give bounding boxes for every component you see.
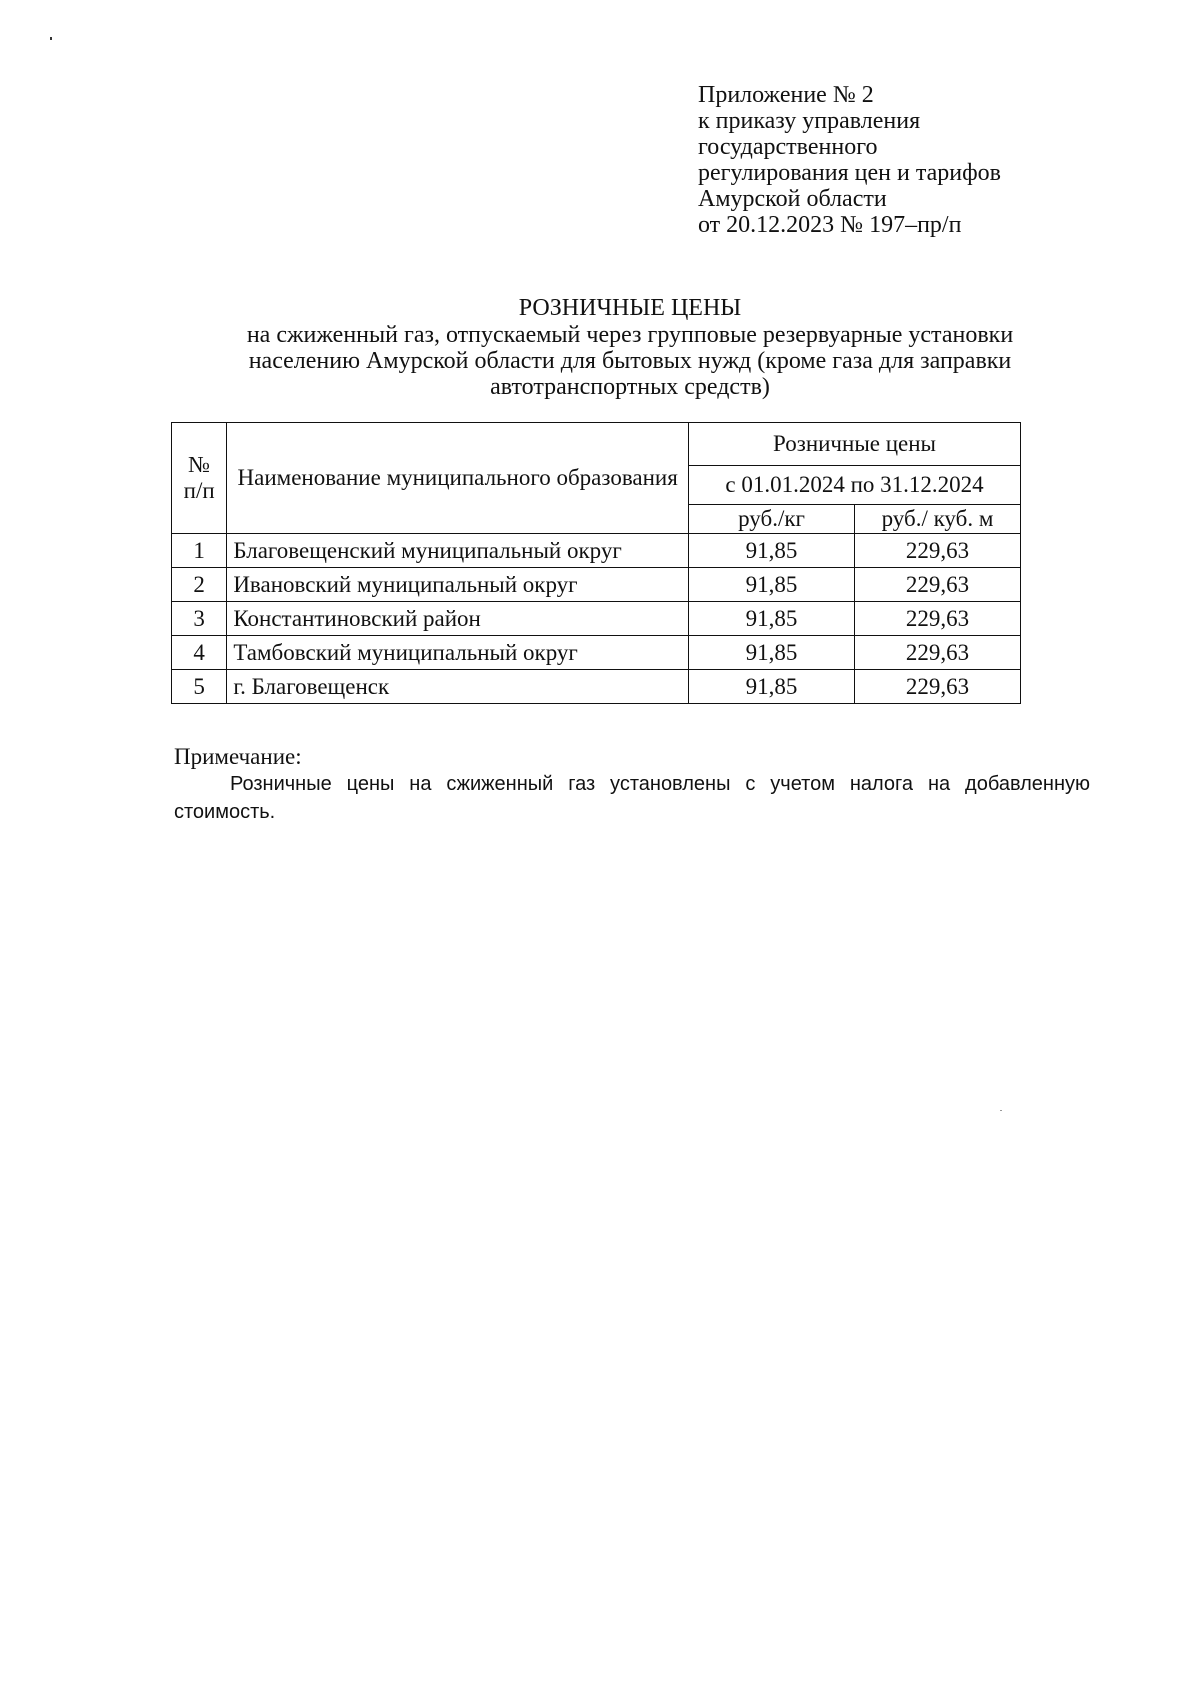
header-num: № п/п	[172, 423, 227, 534]
row-price-m3: 229,63	[855, 602, 1021, 636]
row-price-kg: 91,85	[689, 636, 855, 670]
appendix-line: Амурской области	[698, 186, 887, 212]
row-num: 1	[172, 534, 227, 568]
appendix-line: государственного	[698, 134, 878, 160]
appendix-line: Приложение № 2	[698, 82, 874, 108]
table-row	[172, 636, 1021, 670]
header-period: с 01.01.2024 по 31.12.2024	[689, 466, 1021, 505]
header-unit-m3: руб./ куб. м	[855, 505, 1021, 534]
note-text: Розничные цены на сжиженный газ установлены с учетом налога на добавленную стоимость.	[174, 773, 1090, 823]
document-subtitle-line: населению Амурской области для бытовых нужд (кроме газа для заправки	[248, 348, 1012, 374]
row-num: 5	[172, 670, 227, 704]
note-block	[174, 743, 1090, 826]
row-num: 3	[172, 602, 227, 636]
header-name: Наименование муниципального образования	[227, 423, 689, 534]
scan-speck	[50, 37, 52, 40]
document-subtitle-line: на сжиженный газ, отпускаемый через групповые резервуарные установки	[246, 322, 1014, 348]
scan-speck	[1000, 1110, 1002, 1111]
row-price-m3: 229,63	[855, 670, 1021, 704]
appendix-line: от 20.12.2023 № 197–пр/п	[698, 212, 962, 238]
prices-table	[171, 422, 1021, 704]
row-price-m3: 229,63	[855, 534, 1021, 568]
table-row	[172, 534, 1021, 568]
header-prices: Розничные цены	[689, 423, 1021, 466]
document-title-block	[150, 295, 1110, 400]
table-row	[172, 670, 1021, 704]
table-row	[172, 602, 1021, 636]
row-price-kg: 91,85	[689, 568, 855, 602]
header-unit-kg: руб./кг	[689, 505, 855, 534]
row-price-kg: 91,85	[689, 602, 855, 636]
row-num: 4	[172, 636, 227, 670]
row-name: Ивановский муниципальный округ	[227, 568, 689, 602]
row-price-m3: 229,63	[855, 568, 1021, 602]
appendix-line: к приказу управления	[698, 108, 921, 134]
note-title: Примечание:	[174, 744, 302, 769]
document-title: РОЗНИЧНЫЕ ЦЕНЫ	[518, 295, 742, 321]
row-name: Тамбовский муниципальный округ	[227, 636, 689, 670]
appendix-line: регулирования цен и тарифов	[698, 160, 1001, 186]
row-price-m3: 229,63	[855, 636, 1021, 670]
row-price-kg: 91,85	[689, 534, 855, 568]
row-name: Благовещенский муниципальный округ	[227, 534, 689, 568]
row-num: 2	[172, 568, 227, 602]
appendix-header	[698, 82, 1001, 238]
row-name: г. Благовещенск	[227, 670, 689, 704]
table-row	[172, 568, 1021, 602]
row-price-kg: 91,85	[689, 670, 855, 704]
row-name: Константиновский район	[227, 602, 689, 636]
document-subtitle-line: автотранспортных средств)	[490, 374, 770, 400]
